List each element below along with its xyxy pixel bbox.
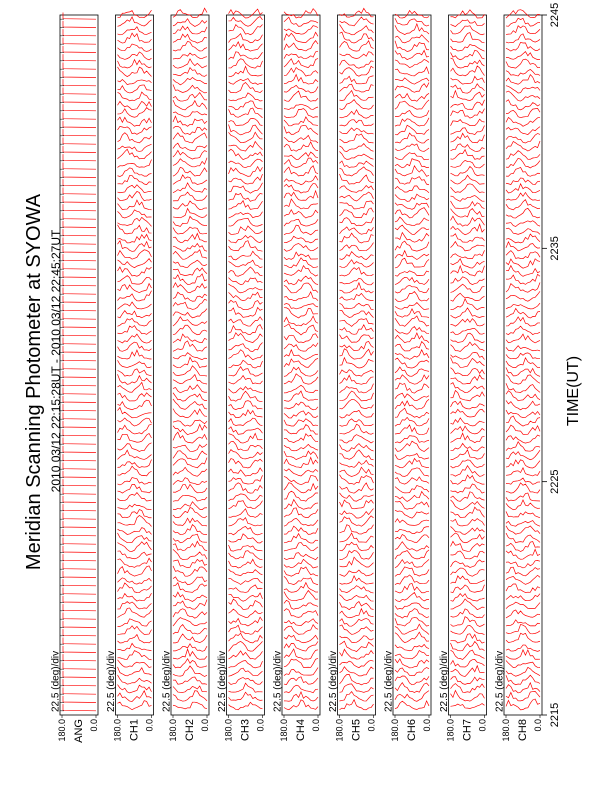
y-tick-top: 180.0 [279, 719, 289, 742]
scale-label: 22.5 (deg)/div [383, 650, 395, 712]
time-tick-label: 2215 [549, 702, 561, 728]
scale-label: 22.5 (deg)/div [161, 650, 173, 712]
scale-label: 22.5 (deg)/div [328, 650, 339, 712]
y-tick-bottom: 0.0 [89, 719, 99, 732]
y-tick-top: 180.0 [223, 719, 234, 742]
time-axis-label: TIME(UT) [565, 355, 582, 427]
scale-label: 22.5 (deg)/div [439, 650, 450, 712]
channel-label: ANG [73, 719, 85, 743]
y-tick-top: 180.0 [390, 719, 400, 742]
scale-label: 22.5 (deg)/div [494, 650, 506, 712]
scale-label: 22.5 (deg)/div [217, 650, 228, 712]
time-tick-label: 2245 [549, 2, 561, 28]
scale-label: 22.5 (deg)/div [272, 650, 284, 712]
y-tick-top: 180.0 [445, 719, 456, 742]
time-range-label: 2010 03/12 22:15:28UT - 2010 03/12 22:45:27UT [49, 229, 63, 493]
y-tick-top: 180.0 [112, 719, 123, 742]
y-tick-top: 180.0 [168, 719, 178, 742]
y-tick-top: 180.0 [334, 719, 345, 742]
channel-label: CH2 [184, 719, 196, 742]
channel-label: CH3 [239, 719, 252, 742]
y-tick-top: 180.0 [57, 719, 67, 742]
y-tick-bottom: 0.0 [255, 719, 266, 732]
y-tick-bottom: 0.0 [422, 719, 432, 732]
figure-title: Meridian Scanning Photometer at SYOWA [23, 193, 45, 571]
y-tick-bottom: 0.0 [144, 719, 155, 732]
scale-label: 22.5 (deg)/div [50, 650, 62, 712]
channel-label: CH1 [128, 719, 141, 742]
channel-label: CH8 [517, 719, 529, 742]
channel-label: CH5 [350, 719, 363, 742]
channel-label: CH4 [295, 719, 307, 742]
time-tick-label: 2225 [549, 469, 561, 494]
y-tick-bottom: 0.0 [477, 719, 488, 732]
y-tick-top: 180.0 [501, 719, 511, 742]
y-tick-bottom: 0.0 [311, 719, 321, 732]
channel-label: CH6 [406, 719, 418, 742]
y-tick-bottom: 0.0 [366, 719, 377, 732]
scale-label: 22.5 (deg)/div [106, 650, 117, 712]
channel-label: CH7 [461, 719, 474, 742]
time-tick-label: 2235 [549, 236, 561, 261]
y-tick-bottom: 0.0 [200, 719, 210, 732]
y-tick-bottom: 0.0 [533, 719, 543, 732]
